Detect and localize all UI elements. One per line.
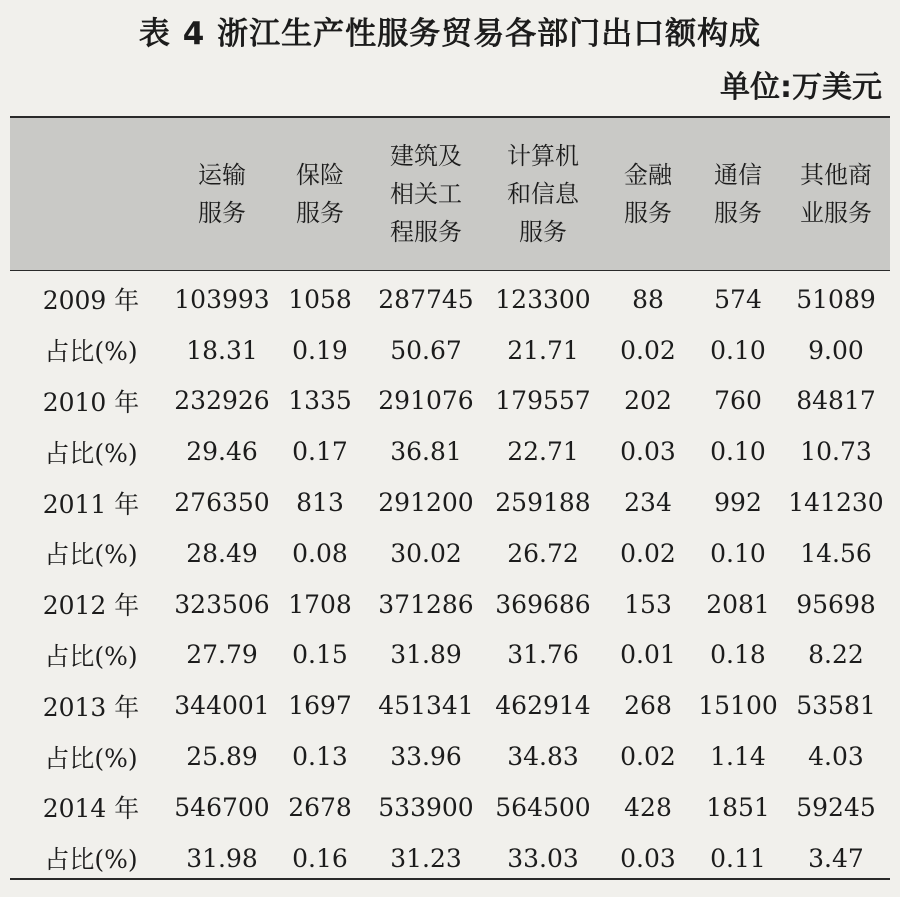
- column-header: [694, 118, 782, 270]
- table-cell: 34.83: [507, 742, 579, 772]
- table-cell: 276350: [174, 488, 270, 518]
- column-header-line: 计算机: [507, 142, 579, 170]
- table-cell: 0.10: [710, 335, 766, 365]
- table-cell: 31.89: [390, 640, 462, 670]
- column-header: [602, 118, 694, 270]
- table-cell: 31.98: [186, 843, 258, 873]
- table-cell: 51089: [796, 284, 876, 314]
- table-cell: 26.72: [507, 538, 579, 568]
- column-header-line: 服务: [198, 199, 246, 227]
- table-row: [10, 630, 890, 681]
- table-cell: 2678: [288, 792, 352, 822]
- table-cell: 428: [624, 792, 672, 822]
- table-cell: 123300: [495, 284, 591, 314]
- table-cell: 813: [296, 488, 344, 518]
- table-cell: 344001: [174, 691, 270, 721]
- table-cell: 1708: [288, 589, 352, 619]
- table-cell: 1335: [288, 386, 352, 416]
- header-stub: [10, 118, 172, 270]
- table-cell: 232926: [174, 386, 270, 416]
- table-cell: 30.02: [390, 538, 462, 568]
- column-header: [272, 118, 368, 270]
- table-cell: 28.49: [186, 538, 258, 568]
- table-cell: 18.31: [186, 335, 258, 365]
- table-cell: 0.17: [292, 437, 348, 467]
- table-cell: 59245: [796, 792, 876, 822]
- table-cell: 1058: [288, 284, 352, 314]
- table-cell: 0.03: [620, 437, 676, 467]
- table-cell: 25.89: [186, 742, 258, 772]
- column-header-line: 服务: [519, 218, 567, 246]
- table-cell: 14.56: [800, 538, 872, 568]
- column-header-line: 建筑及: [390, 142, 462, 170]
- table-cell: 0.01: [620, 640, 676, 670]
- column-header: [368, 118, 484, 270]
- table-cell: 153: [624, 589, 672, 619]
- table-cell: 21.71: [507, 335, 579, 365]
- row-label-cell: 2014 年: [42, 794, 140, 824]
- table-cell: 0.08: [292, 538, 348, 568]
- table-cell: 287745: [378, 284, 474, 314]
- table-cell: 10.73: [800, 437, 872, 467]
- table-cell: 1.14: [710, 742, 766, 772]
- column-header-line: 通信: [714, 161, 762, 189]
- table-cell: 259188: [495, 488, 591, 518]
- column-header-line: 服务: [624, 199, 672, 227]
- table-cell: 31.23: [390, 843, 462, 873]
- row-label-cell: 2013 年: [42, 692, 140, 722]
- table-header: [10, 118, 890, 270]
- table-body: [10, 270, 890, 884]
- table-cell: 50.67: [390, 335, 462, 365]
- table-row: [10, 782, 890, 833]
- table-cell: 9.00: [808, 335, 864, 365]
- table-cell: 369686: [495, 589, 591, 619]
- table-row: [10, 528, 890, 579]
- table-cell: 141230: [788, 488, 884, 518]
- row-label-cell: 占比(%): [44, 743, 138, 773]
- table-cell: 202: [624, 386, 672, 416]
- table-cell: 462914: [495, 691, 591, 721]
- row-label-cell: 2010 年: [42, 387, 140, 417]
- table-cell: 0.19: [292, 335, 348, 365]
- table-cell: 0.11: [710, 843, 766, 873]
- row-label-cell: 2011 年: [42, 489, 140, 519]
- column-header: [484, 118, 602, 270]
- column-header-line: 业服务: [800, 199, 872, 227]
- export-composition-table: [10, 118, 890, 884]
- table-cell: 84817: [796, 386, 876, 416]
- table-row: [10, 680, 890, 731]
- unit-label: 单位:万美元: [720, 70, 882, 105]
- table-cell: 533900: [378, 792, 474, 822]
- row-label-cell: 占比(%): [44, 438, 138, 468]
- table-cell: 8.22: [808, 640, 864, 670]
- table-cell: 31.76: [507, 640, 579, 670]
- row-label-cell: 占比(%): [44, 540, 138, 570]
- column-header-line: 服务: [296, 199, 344, 227]
- table-cell: 268: [624, 691, 672, 721]
- table-row: [10, 833, 890, 884]
- column-header-line: 和信息: [507, 180, 579, 208]
- table-cell: 95698: [796, 589, 876, 619]
- column-header-line: 相关工: [390, 180, 462, 208]
- table-title: 表 4 浙江生产性服务贸易各部门出口额构成: [138, 16, 762, 52]
- table-cell: 371286: [378, 589, 474, 619]
- table-cell: 4.03: [808, 742, 864, 772]
- table-cell: 0.03: [620, 843, 676, 873]
- table-cell: 234: [624, 488, 672, 518]
- table-cell: 0.02: [620, 335, 676, 365]
- table-cell: 992: [714, 488, 762, 518]
- row-label-cell: 占比(%): [44, 337, 138, 367]
- table-row: [10, 731, 890, 782]
- column-header-line: 程服务: [390, 218, 462, 246]
- table-cell: 291200: [378, 488, 474, 518]
- table-cell: 451341: [378, 691, 474, 721]
- column-header-line: 金融: [624, 161, 672, 189]
- table-cell: 323506: [174, 589, 270, 619]
- table-cell: 0.18: [710, 640, 766, 670]
- column-header: [172, 118, 272, 270]
- table-cell: 2081: [706, 589, 770, 619]
- row-label-cell: 2012 年: [42, 591, 140, 621]
- table-cell: 29.46: [186, 437, 258, 467]
- table-row: [10, 477, 890, 528]
- table-row: [10, 325, 890, 376]
- table-row: [10, 426, 890, 477]
- row-label-cell: 占比(%): [44, 641, 138, 671]
- table-row: [10, 270, 890, 325]
- table-cell: 0.15: [292, 640, 348, 670]
- table-cell: 0.02: [620, 538, 676, 568]
- table-cell: 33.96: [390, 742, 462, 772]
- table-cell: 27.79: [186, 640, 258, 670]
- table-cell: 103993: [174, 284, 270, 314]
- row-label-cell: 2009 年: [42, 286, 140, 316]
- table-cell: 574: [714, 284, 762, 314]
- table-cell: 0.10: [710, 437, 766, 467]
- table-cell: 33.03: [507, 843, 579, 873]
- table-cell: 1851: [706, 792, 770, 822]
- table-cell: 546700: [174, 792, 270, 822]
- table-cell: 53581: [796, 691, 876, 721]
- table-row: [10, 579, 890, 630]
- table-cell: 564500: [495, 792, 591, 822]
- table-cell: 88: [632, 284, 664, 314]
- table-cell: 291076: [378, 386, 474, 416]
- column-header-line: 其他商: [800, 161, 872, 189]
- column-header-line: 运输: [198, 161, 246, 189]
- column-header-line: 保险: [296, 161, 344, 189]
- table-cell: 0.13: [292, 742, 348, 772]
- table-cell: 0.02: [620, 742, 676, 772]
- column-header-line: 服务: [714, 199, 762, 227]
- table-row: [10, 376, 890, 427]
- table-cell: 760: [714, 386, 762, 416]
- table-cell: 0.10: [710, 538, 766, 568]
- table-cell: 22.71: [507, 437, 579, 467]
- table-cell: 0.16: [292, 843, 348, 873]
- table-cell: 179557: [495, 386, 591, 416]
- row-label-cell: 占比(%): [44, 845, 138, 875]
- table-cell: 3.47: [808, 843, 864, 873]
- table-cell: 15100: [698, 691, 778, 721]
- column-header: [782, 118, 890, 270]
- table-cell: 36.81: [390, 437, 462, 467]
- header-row: [10, 118, 890, 270]
- table-cell: 1697: [288, 691, 352, 721]
